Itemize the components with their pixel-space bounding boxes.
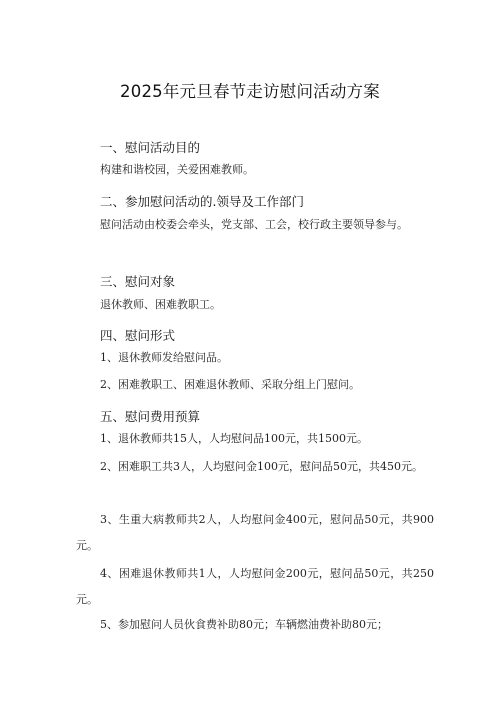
budget-item: 4、困难退休教师共1人，人均慰问金200元，慰问品50元，共250元。 xyxy=(76,567,434,606)
paragraph: 2、困难教职工、困难退休教师、采取分组上门慰问。 xyxy=(100,378,360,391)
section-heading-purpose: 一、慰问活动目的 xyxy=(100,140,201,155)
section-heading-budget: 五、慰问费用预算 xyxy=(100,409,201,424)
budget-item: 2、困难职工共3人，人均慰问金100元，慰问品50元，共450元。 xyxy=(100,460,423,473)
paragraph: 1、退休教师发给慰问品。 xyxy=(100,351,228,364)
document-title: 2025年元旦春节走访慰问活动方案 xyxy=(120,82,380,101)
budget-item: 3、生重大病教师共2人，人均慰问金400元，慰问品50元，共900元。 xyxy=(76,513,434,552)
budget-item: 1、退休教师共15人，人均慰问品100元，共1500元。 xyxy=(100,432,368,445)
paragraph: 退休教师、困难教职工。 xyxy=(100,298,221,311)
section-heading-participants: 二、参加慰问活动的.领导及工作部门 xyxy=(100,194,304,209)
budget-item: 5、参加慰问人员伙食费补助80元；车辆燃油费补助80元； xyxy=(100,618,388,631)
paragraph: 慰问活动由校委会牵头，党支部、工会，校行政主要领导参与。 xyxy=(100,218,408,231)
paragraph: 构建和谐校园，关爱困难教师。 xyxy=(100,163,254,176)
section-heading-form: 四、慰问形式 xyxy=(100,328,176,343)
section-heading-targets: 三、慰问对象 xyxy=(100,274,176,289)
